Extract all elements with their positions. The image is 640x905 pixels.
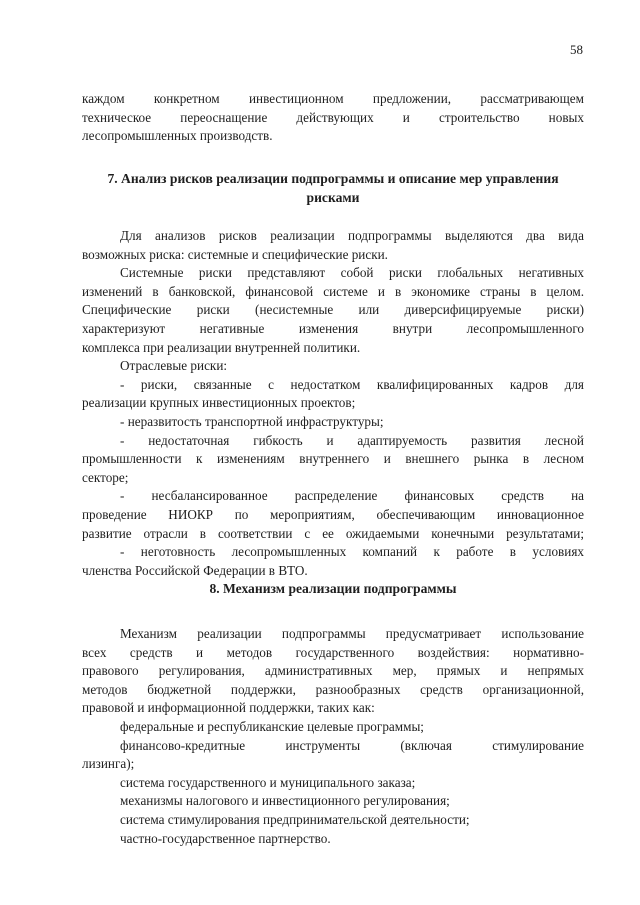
text-line: федеральные и республиканские целевые программы;: [120, 718, 424, 734]
text-line: система стимулирования предпринимательской деятельности;: [120, 811, 470, 827]
text-line: промышленности к изменениям внутреннего и внешнего рынка в лесном: [82, 451, 584, 467]
text-line: лизинга);: [82, 756, 135, 772]
text-line: правового регулирования, административных мер, прямых и непрямых: [82, 663, 584, 679]
text-line: Для анализов рисков реализации подпрограммы выделяются два вида: [120, 228, 584, 243]
text-line: Механизм реализации подпрограммы предусматривает использование: [120, 626, 584, 641]
text-line: лесопромышленных производств.: [82, 128, 273, 144]
text-line: - несбалансированное распределение финансовых средств на: [120, 488, 584, 504]
text-line: - неготовность лесопромышленных компаний к работе в условиях: [120, 544, 584, 560]
text-line: финансово-кредитные инструменты (включая стимулирование: [120, 737, 584, 753]
text-line: развитие отрасли в соответствии с ее ожидаемыми конечными результатами;: [82, 525, 584, 541]
text-line: техническое переоснащение действующих и строительство новых: [82, 109, 584, 125]
page-number: 58: [570, 42, 583, 57]
text-line: секторе;: [82, 469, 129, 485]
text-line: реализации крупных инвестиционных проектов;: [82, 395, 356, 411]
text-line: - неразвитость транспортной инфраструктуры;: [120, 413, 384, 429]
text-line: изменений в банковской, финансовой системе и в экономике страны в целом.: [82, 283, 584, 299]
text-line: методов бюджетной поддержки, разнообразных средств организационной,: [82, 681, 584, 697]
text-line: - недостаточная гибкость и адаптируемость развития лесной: [120, 432, 584, 448]
text-line: возможных риска: системные и специфические риски.: [82, 246, 388, 262]
intro-paragraph: [82, 90, 584, 146]
text-line: характеризуют негативные изменения внутри лесопромышленного: [82, 320, 584, 336]
text-line: Специфические риски (несистемные или диверсифицируемые риски): [82, 302, 584, 318]
section-7-body: [82, 227, 584, 580]
text-line: - риски, связанные с недостатком квалифицированных кадров для: [120, 376, 584, 392]
text-line: Отраслевые риски:: [120, 358, 228, 374]
section-7-title-line-1: 7. Анализ рисков реализации подпрограммы и описание мер управления: [107, 171, 559, 186]
section-7-title-line-2: рисками: [306, 189, 360, 205]
text-line: комплекса при реализации внутренней политики.: [82, 339, 361, 355]
text-line: членства Российской Федерации в ВТО.: [82, 562, 308, 578]
text-line: каждом конкретном инвестиционном предложении, рассматривающем: [82, 91, 584, 106]
text-line: механизмы налогового и инвестиционного регулирования;: [120, 793, 450, 809]
text-line: частно-государственное партнерство.: [120, 830, 331, 846]
text-line: всех средств и методов государственного воздействия: нормативно-: [82, 644, 584, 660]
section-7-heading: [82, 170, 584, 207]
text-line: система государственного и муниципального заказа;: [120, 774, 416, 790]
text-line: правовой и информационной поддержки, таких как:: [82, 700, 375, 716]
text-line: Системные риски представляют собой риски глобальных негативных: [120, 265, 584, 281]
text-line: проведение НИОКР по мероприятиям, обеспечивающим инновационное: [82, 506, 584, 522]
section-8-heading: 8. Механизм реализации подпрограммы: [209, 581, 457, 596]
section-8-body: [82, 625, 584, 848]
